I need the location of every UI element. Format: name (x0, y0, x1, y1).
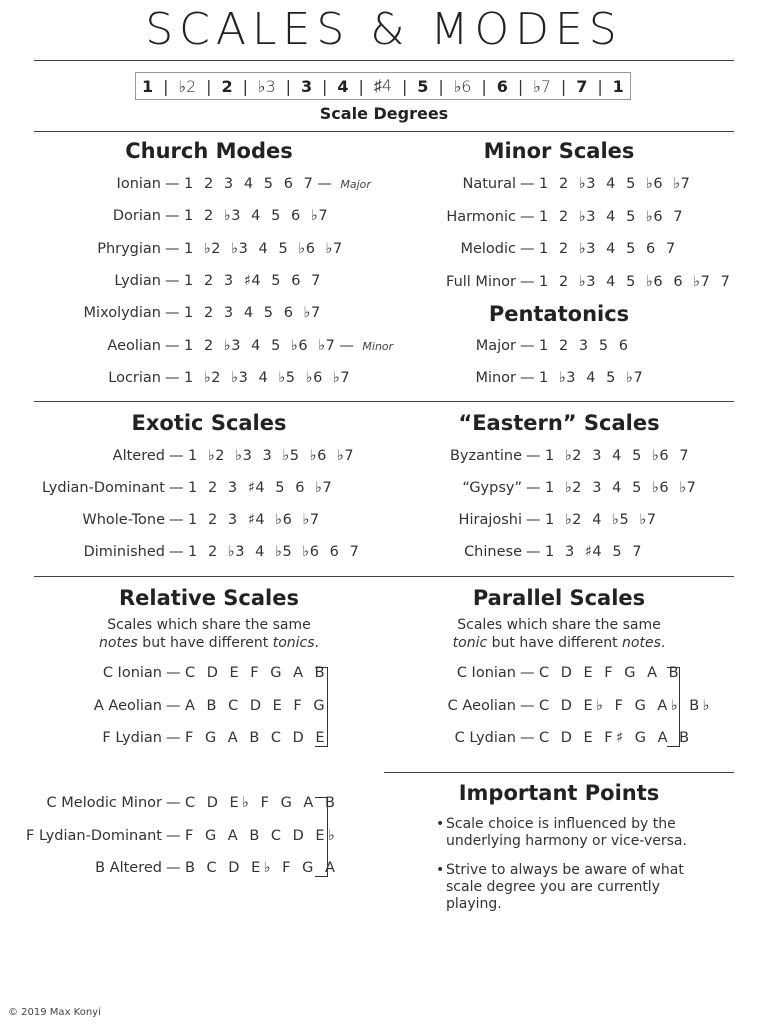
scale-degree: ♭3 (257, 76, 276, 96)
scale-degree: 2 (221, 76, 233, 96)
scale-row (0, 448, 689, 464)
scale-name: F Lydian (102, 730, 162, 746)
dash: — (520, 665, 535, 681)
pentatonics-heading: Pentatonics (488, 302, 630, 326)
bullet-point (436, 816, 716, 850)
scale-name: Harmonic (446, 208, 516, 225)
scale-degree: 6 (496, 76, 508, 96)
emphasis: tonics (272, 635, 315, 651)
parallel-scales-heading: Parallel Scales (472, 586, 646, 610)
scale-spelling: 1 2 3 ♯4 5 6 7 (184, 272, 321, 289)
scale-spelling: 1 ♭2 ♭3 4 5 ♭6 ♭7 (184, 240, 343, 257)
dash: — (526, 512, 541, 528)
bracket (667, 667, 680, 747)
note-names: F G A B C D E♭ (185, 827, 339, 844)
scale-name: Full Minor (446, 273, 516, 290)
relative-scales-description (34, 616, 384, 652)
scale-name: Minor (475, 370, 516, 386)
bullet-text: Scale choice is influenced by the underlying harmony or vice-versa. (446, 816, 687, 849)
scale-degree: 5 (417, 76, 429, 96)
scale-row (0, 209, 683, 225)
scale-degree: 4 (337, 76, 349, 96)
dash: — (166, 730, 181, 746)
description-text: but have different (487, 635, 623, 651)
scale-row (0, 241, 676, 257)
scale-spelling: 1 ♭2 4 ♭5 ♭7 (545, 512, 657, 528)
dash: — (165, 337, 180, 354)
degree-separator: | (597, 76, 603, 96)
scale-row (0, 665, 682, 681)
scale-spelling: 1 ♭2 ♭3 4 ♭5 ♭6 ♭7 (184, 369, 351, 386)
note-names: C D E♭ F G A♭ B♭ (539, 697, 714, 714)
dash: — (520, 730, 535, 746)
scale-spelling: 1 2 ♭3 4 5 6 ♭7 (184, 208, 329, 225)
scale-name: Ionian (116, 176, 161, 192)
quality-note: Major (340, 178, 371, 191)
scale-name: Altered (112, 448, 165, 464)
scale-degree: 1 (142, 76, 154, 96)
scale-name: Whole-Tone (82, 512, 165, 528)
dash: — (526, 480, 541, 496)
dash: — (526, 544, 541, 560)
dash: — (166, 827, 181, 844)
scale-name: F Lydian-Dominant (26, 827, 162, 844)
note-names: C D E F G A B (539, 665, 683, 681)
scale-degree: ♭7 (533, 76, 551, 96)
scale-degree: ♯4 (373, 76, 392, 95)
parallel-scales-description (384, 616, 734, 652)
scale-degree: ♭6 (453, 76, 472, 96)
dash: — (317, 176, 333, 192)
important-points-heading: Important Points (458, 781, 660, 805)
divider (34, 60, 734, 61)
scale-name: Aeolian (107, 337, 161, 354)
scale-spelling: 1 2 ♭3 4 5 ♭6 ♭7 (184, 337, 336, 354)
dash: — (526, 448, 541, 464)
scale-row (0, 274, 730, 290)
scale-name: Lydian (114, 272, 161, 289)
note-names: C D E♭ F G A B (185, 795, 339, 811)
scale-name: Diminished (83, 544, 165, 560)
degree-separator: | (242, 76, 248, 96)
scale-name: Locrian (108, 369, 161, 386)
scale-name: A Aeolian (93, 697, 162, 714)
emphasis: notes (622, 635, 661, 651)
scale-spelling: 1 2 3 4 5 6 7 (184, 176, 314, 192)
emphasis: tonic (452, 635, 488, 651)
bullet: • (436, 816, 445, 832)
scale-name: Chinese (464, 544, 522, 560)
scale-spelling: 1 2 ♭3 4 ♭5 ♭6 6 7 (188, 544, 360, 560)
scale-name: Phrygian (97, 240, 161, 257)
degree-separator: | (560, 76, 567, 96)
scale-row (0, 338, 629, 354)
scale-spelling: 1 ♭3 4 5 ♭7 (539, 370, 644, 386)
dash: — (165, 176, 180, 192)
bullet: • (436, 862, 445, 878)
scale-name: C Ionian (456, 665, 516, 681)
emphasis: notes (99, 635, 138, 651)
degree-separator: | (438, 76, 444, 96)
dash: — (169, 512, 184, 528)
scale-spelling: 1 2 3 ♯4 ♭6 ♭7 (188, 512, 320, 528)
scale-name: C Melodic Minor (46, 795, 162, 811)
scale-spelling: 1 2 3 5 6 (539, 338, 629, 354)
scale-name: Major (475, 338, 516, 354)
scale-row (0, 860, 338, 876)
scale-row (0, 305, 321, 321)
dash: — (520, 338, 535, 354)
scale-row (0, 828, 338, 844)
dash: — (169, 448, 184, 464)
scale-row (0, 730, 693, 746)
dash: — (169, 544, 184, 560)
scale-name: “Gypsy” (462, 480, 522, 496)
page-title: SCALES & MODES (145, 4, 623, 55)
scale-spelling: 1 2 ♭3 4 5 ♭6 ♭7 (539, 176, 691, 192)
degree-separator: | (206, 76, 212, 96)
scale-spelling: 1 ♭2 3 4 5 ♭6 7 (545, 448, 690, 464)
scale-name: Dorian (112, 208, 161, 225)
degree-separator: | (163, 76, 169, 96)
dash: — (339, 337, 355, 354)
scale-name: C Ionian (102, 665, 162, 681)
scale-row (0, 795, 338, 811)
bullet-text: Strive to always be aware of what scale degree you are currently playing. (446, 862, 684, 912)
exotic-scales-heading: Exotic Scales (131, 411, 287, 435)
description-text: but have different (137, 635, 273, 651)
scale-spelling: 1 2 3 4 5 6 ♭7 (184, 305, 321, 322)
dash: — (165, 272, 180, 289)
scale-name: Melodic (460, 241, 516, 257)
dash: — (520, 370, 535, 386)
note-names: F G A B C D E (185, 730, 329, 746)
degree-separator: | (322, 76, 328, 96)
church-modes-heading: Church Modes (125, 139, 293, 163)
dash: — (166, 697, 181, 714)
bracket (315, 797, 328, 877)
scale-name: Byzantine (449, 448, 522, 464)
scale-name: Mixolydian (83, 305, 161, 322)
dash: — (165, 208, 180, 225)
scale-name: B Altered (95, 860, 162, 876)
dash: — (165, 240, 180, 257)
divider (34, 131, 734, 132)
quality-note: Minor (362, 339, 394, 353)
scale-degree: 7 (576, 76, 588, 96)
scale-degrees-label: Scale Degrees (319, 104, 449, 123)
note-names: B C D E♭ F G A (185, 860, 339, 876)
scale-spelling: 1 ♭2 ♭3 3 ♭5 ♭6 ♭7 (188, 448, 355, 464)
divider (34, 401, 734, 402)
scale-row (0, 370, 643, 386)
scale-spelling: 1 ♭2 3 4 5 ♭6 ♭7 (545, 480, 697, 496)
dash: — (520, 208, 535, 225)
description-line (384, 634, 734, 652)
description-text: . (660, 635, 666, 651)
bullet-point (436, 862, 716, 913)
description-line: Scales which share the same (107, 617, 311, 633)
description-text: . (314, 635, 319, 651)
dash: — (166, 665, 181, 681)
copyright: © 2019 Max Konyi (8, 1007, 101, 1018)
important-points-list (436, 816, 716, 925)
scale-spelling: 1 2 ♭3 4 5 6 7 (539, 241, 676, 257)
note-names: C D E F G A B (185, 665, 329, 681)
scale-degree: 3 (300, 76, 313, 96)
description-line (34, 634, 384, 652)
scale-row (0, 480, 696, 496)
degree-separator: | (358, 76, 364, 96)
scale-name: Hirajoshi (458, 512, 522, 528)
scale-spelling: 1 2 ♭3 4 5 ♭6 7 (539, 208, 684, 225)
degree-separator: | (517, 76, 524, 96)
scale-name: C Lydian (454, 730, 516, 746)
dash: — (520, 241, 535, 257)
scale-row (0, 176, 690, 192)
scale-row (0, 698, 713, 714)
degree-separator: | (401, 76, 408, 96)
dash: — (166, 795, 181, 811)
divider (384, 772, 734, 773)
note-names: A B C D E F G (185, 697, 329, 714)
dash: — (166, 860, 181, 876)
scale-degree: ♭2 (178, 76, 197, 96)
divider (34, 576, 734, 577)
degree-separator: | (481, 76, 487, 96)
scale-degree: 1 (612, 76, 624, 96)
scale-spelling: 1 2 ♭3 4 5 ♭6 6 ♭7 7 (539, 273, 731, 290)
relative-scales-heading: Relative Scales (119, 586, 299, 610)
scale-spelling: 1 3 ♯4 5 7 (545, 544, 643, 560)
scale-spelling: 1 2 3 ♯4 5 6 ♭7 (188, 480, 333, 496)
minor-scales-heading: Minor Scales (483, 139, 635, 163)
scale-row (0, 512, 657, 528)
dash: — (520, 697, 535, 714)
dash: — (165, 305, 180, 322)
dash: — (520, 273, 535, 290)
dash: — (520, 176, 535, 192)
scale-name: C Aeolian (447, 697, 516, 714)
scale-name: Natural (462, 176, 516, 192)
degree-separator: | (285, 76, 291, 96)
description-line: Scales which share the same (457, 617, 661, 633)
scale-degrees-bar (135, 72, 631, 100)
eastern-scales-heading: “Eastern” Scales (458, 411, 660, 435)
dash: — (165, 369, 180, 386)
dash: — (169, 480, 184, 496)
scale-name: Lydian-Dominant (41, 480, 165, 496)
note-names: C D E F♯ G A B (539, 730, 693, 746)
scale-row (0, 544, 642, 560)
